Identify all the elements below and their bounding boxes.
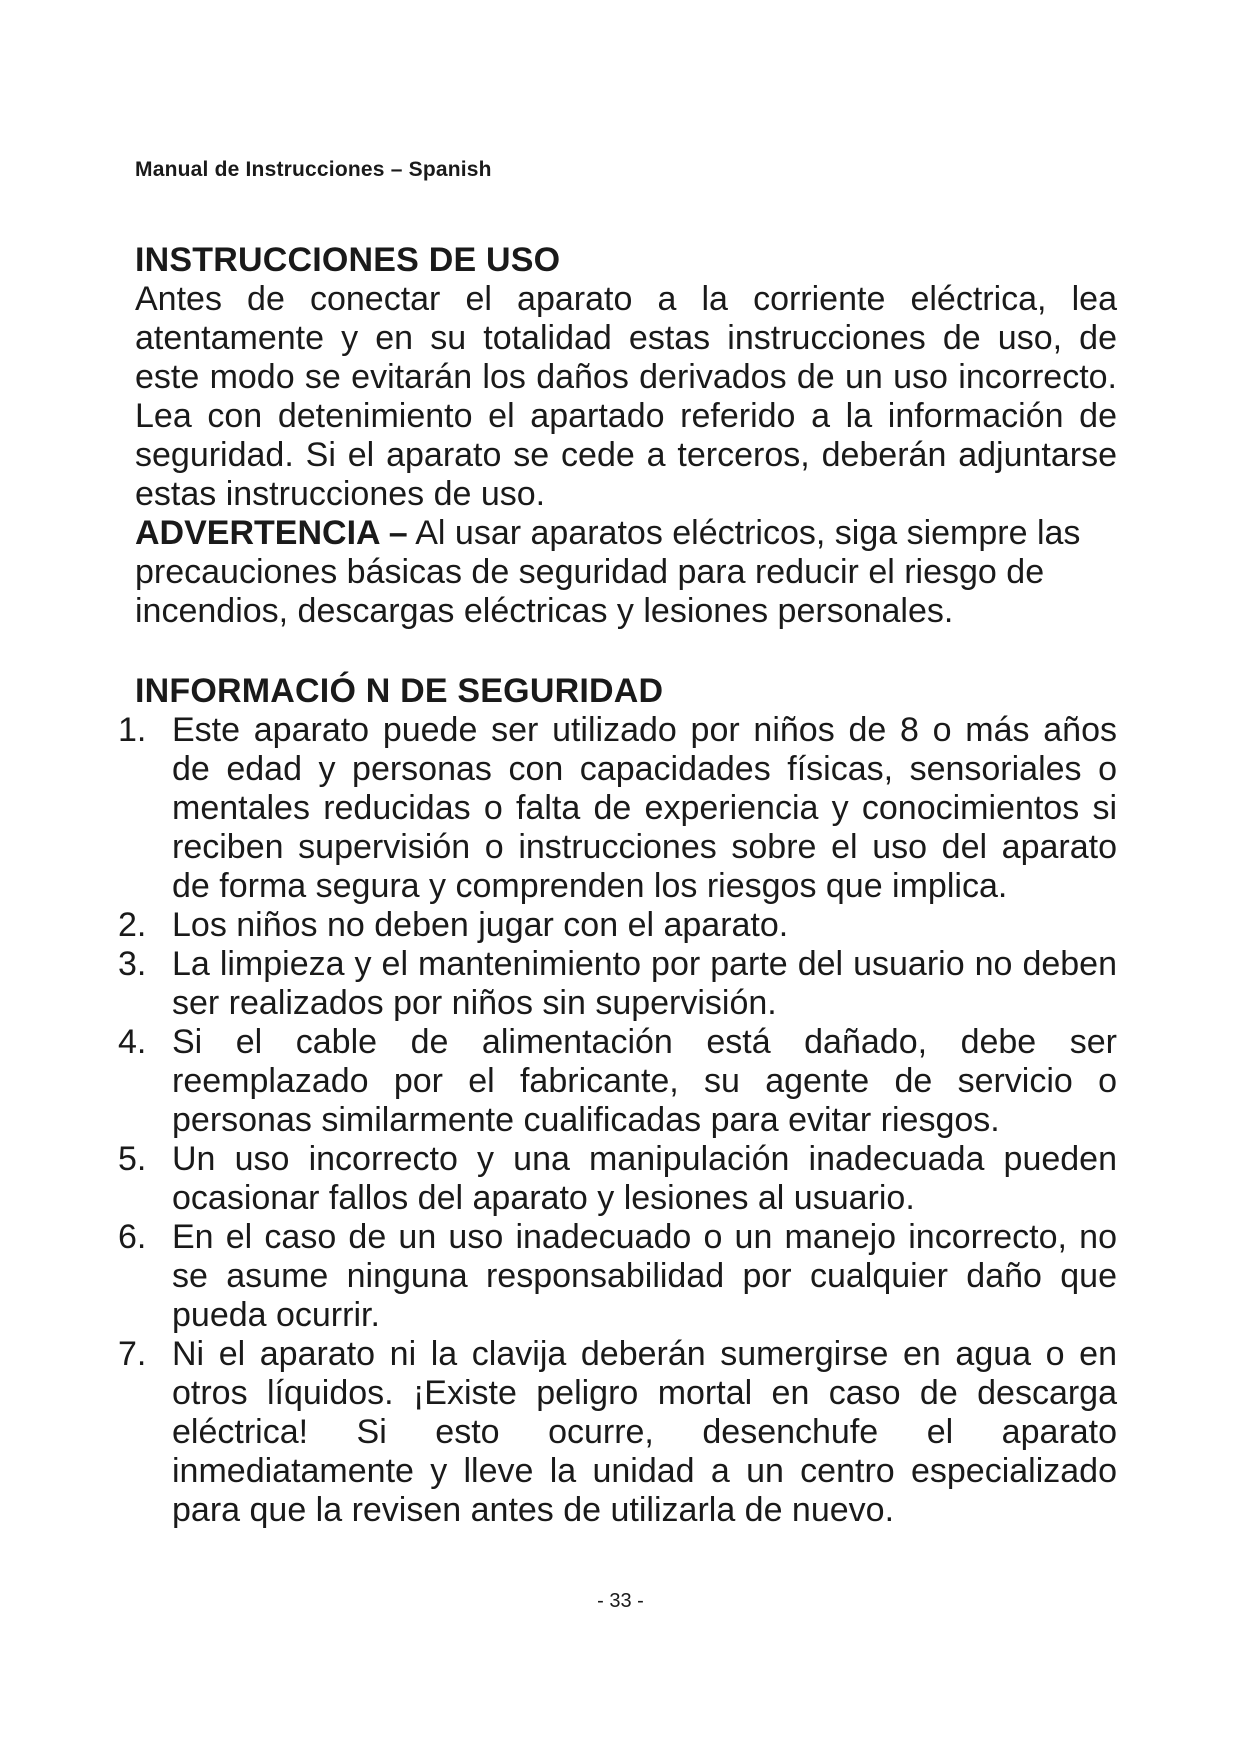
section-spacer [135, 631, 1125, 671]
safety-list-item [118, 711, 1117, 906]
list-item-text: En el caso de un uso inadecuado o un manejo incorrecto, no se asume ninguna responsabilidad por cualquier daño que pueda ocurrir. [172, 1218, 1117, 1334]
list-item-text: Un uso incorrecto y una manipulación inadecuada pueden ocasionar fallos del aparato y lesiones al usuario. [172, 1140, 1117, 1217]
page-content [118, 240, 1125, 1530]
list-item-number: 4. [118, 1023, 147, 1061]
list-item-text: Los niños no deben jugar con el aparato. [172, 906, 789, 944]
list-item-number: 5. [118, 1140, 147, 1178]
warning-text: Al usar aparatos eléctricos, siga siempre las precauciones básicas de seguridad para reducir el riesgo de incendios, descargas eléctricas y lesiones personales. [135, 514, 1081, 630]
running-header: Manual de Instrucciones – Spanish [135, 158, 492, 181]
list-item-text: Si el cable de alimentación está dañado, debe ser reemplazado por el fabricante, su agente de servicio o personas similarmente cualificadas para evitar riesgos. [172, 1023, 1117, 1139]
safety-list [118, 711, 1125, 1530]
list-item-text: La limpieza y el mantenimiento por parte del usuario no deben ser realizados por niños sin supervisión. [172, 945, 1117, 1022]
usage-intro-paragraph: Antes de conectar el aparato a la corriente eléctrica, lea atentamente y en su totalidad estas instrucciones de uso, de este modo se evitarán los daños derivados de un uso incorrecto. Lea con detenimiento el apartado referido a la información de seguridad. Si el aparato se cede a terceros, deberán adjuntarse estas instrucciones de uso. [135, 280, 1117, 513]
list-item-text: Ni el aparato ni la clavija deberán sumergirse en agua o en otros líquidos. ¡Existe peligro mortal en caso de descarga eléctrica! Si esto ocurre, desenchufe el aparato inmediatamente y lleve la unidad a un centro especializado para que la revisen antes de utilizarla de nuevo. [172, 1335, 1117, 1529]
list-item-number: 3. [118, 945, 147, 983]
safety-list-item [118, 1335, 1117, 1530]
safety-list-item [118, 906, 1117, 945]
safety-list-item [118, 1218, 1117, 1335]
warning-paragraph [135, 514, 1117, 631]
list-item-number: 6. [118, 1218, 147, 1256]
list-item-number: 1. [118, 711, 147, 749]
warning-label: ADVERTENCIA – [135, 514, 408, 552]
list-item-text: Este aparato puede ser utilizado por niños de 8 o más años de edad y personas con capacidades físicas, sensoriales o mentales reducidas o falta de experiencia y conocimientos si reciben supervisión o instrucciones sobre el uso del aparato de forma segura y comprenden los riesgos que implica. [172, 711, 1117, 905]
safety-list-item [118, 1140, 1117, 1218]
usage-instructions-heading: INSTRUCCIONES DE USO [135, 241, 561, 279]
list-item-number: 2. [118, 906, 147, 944]
page-number: - 33 - [597, 1590, 644, 1612]
safety-list-item [118, 945, 1117, 1023]
list-item-number: 7. [118, 1335, 147, 1373]
safety-information-heading: INFORMACIÓ N DE SEGURIDAD [135, 672, 664, 710]
safety-list-item [118, 1023, 1117, 1140]
